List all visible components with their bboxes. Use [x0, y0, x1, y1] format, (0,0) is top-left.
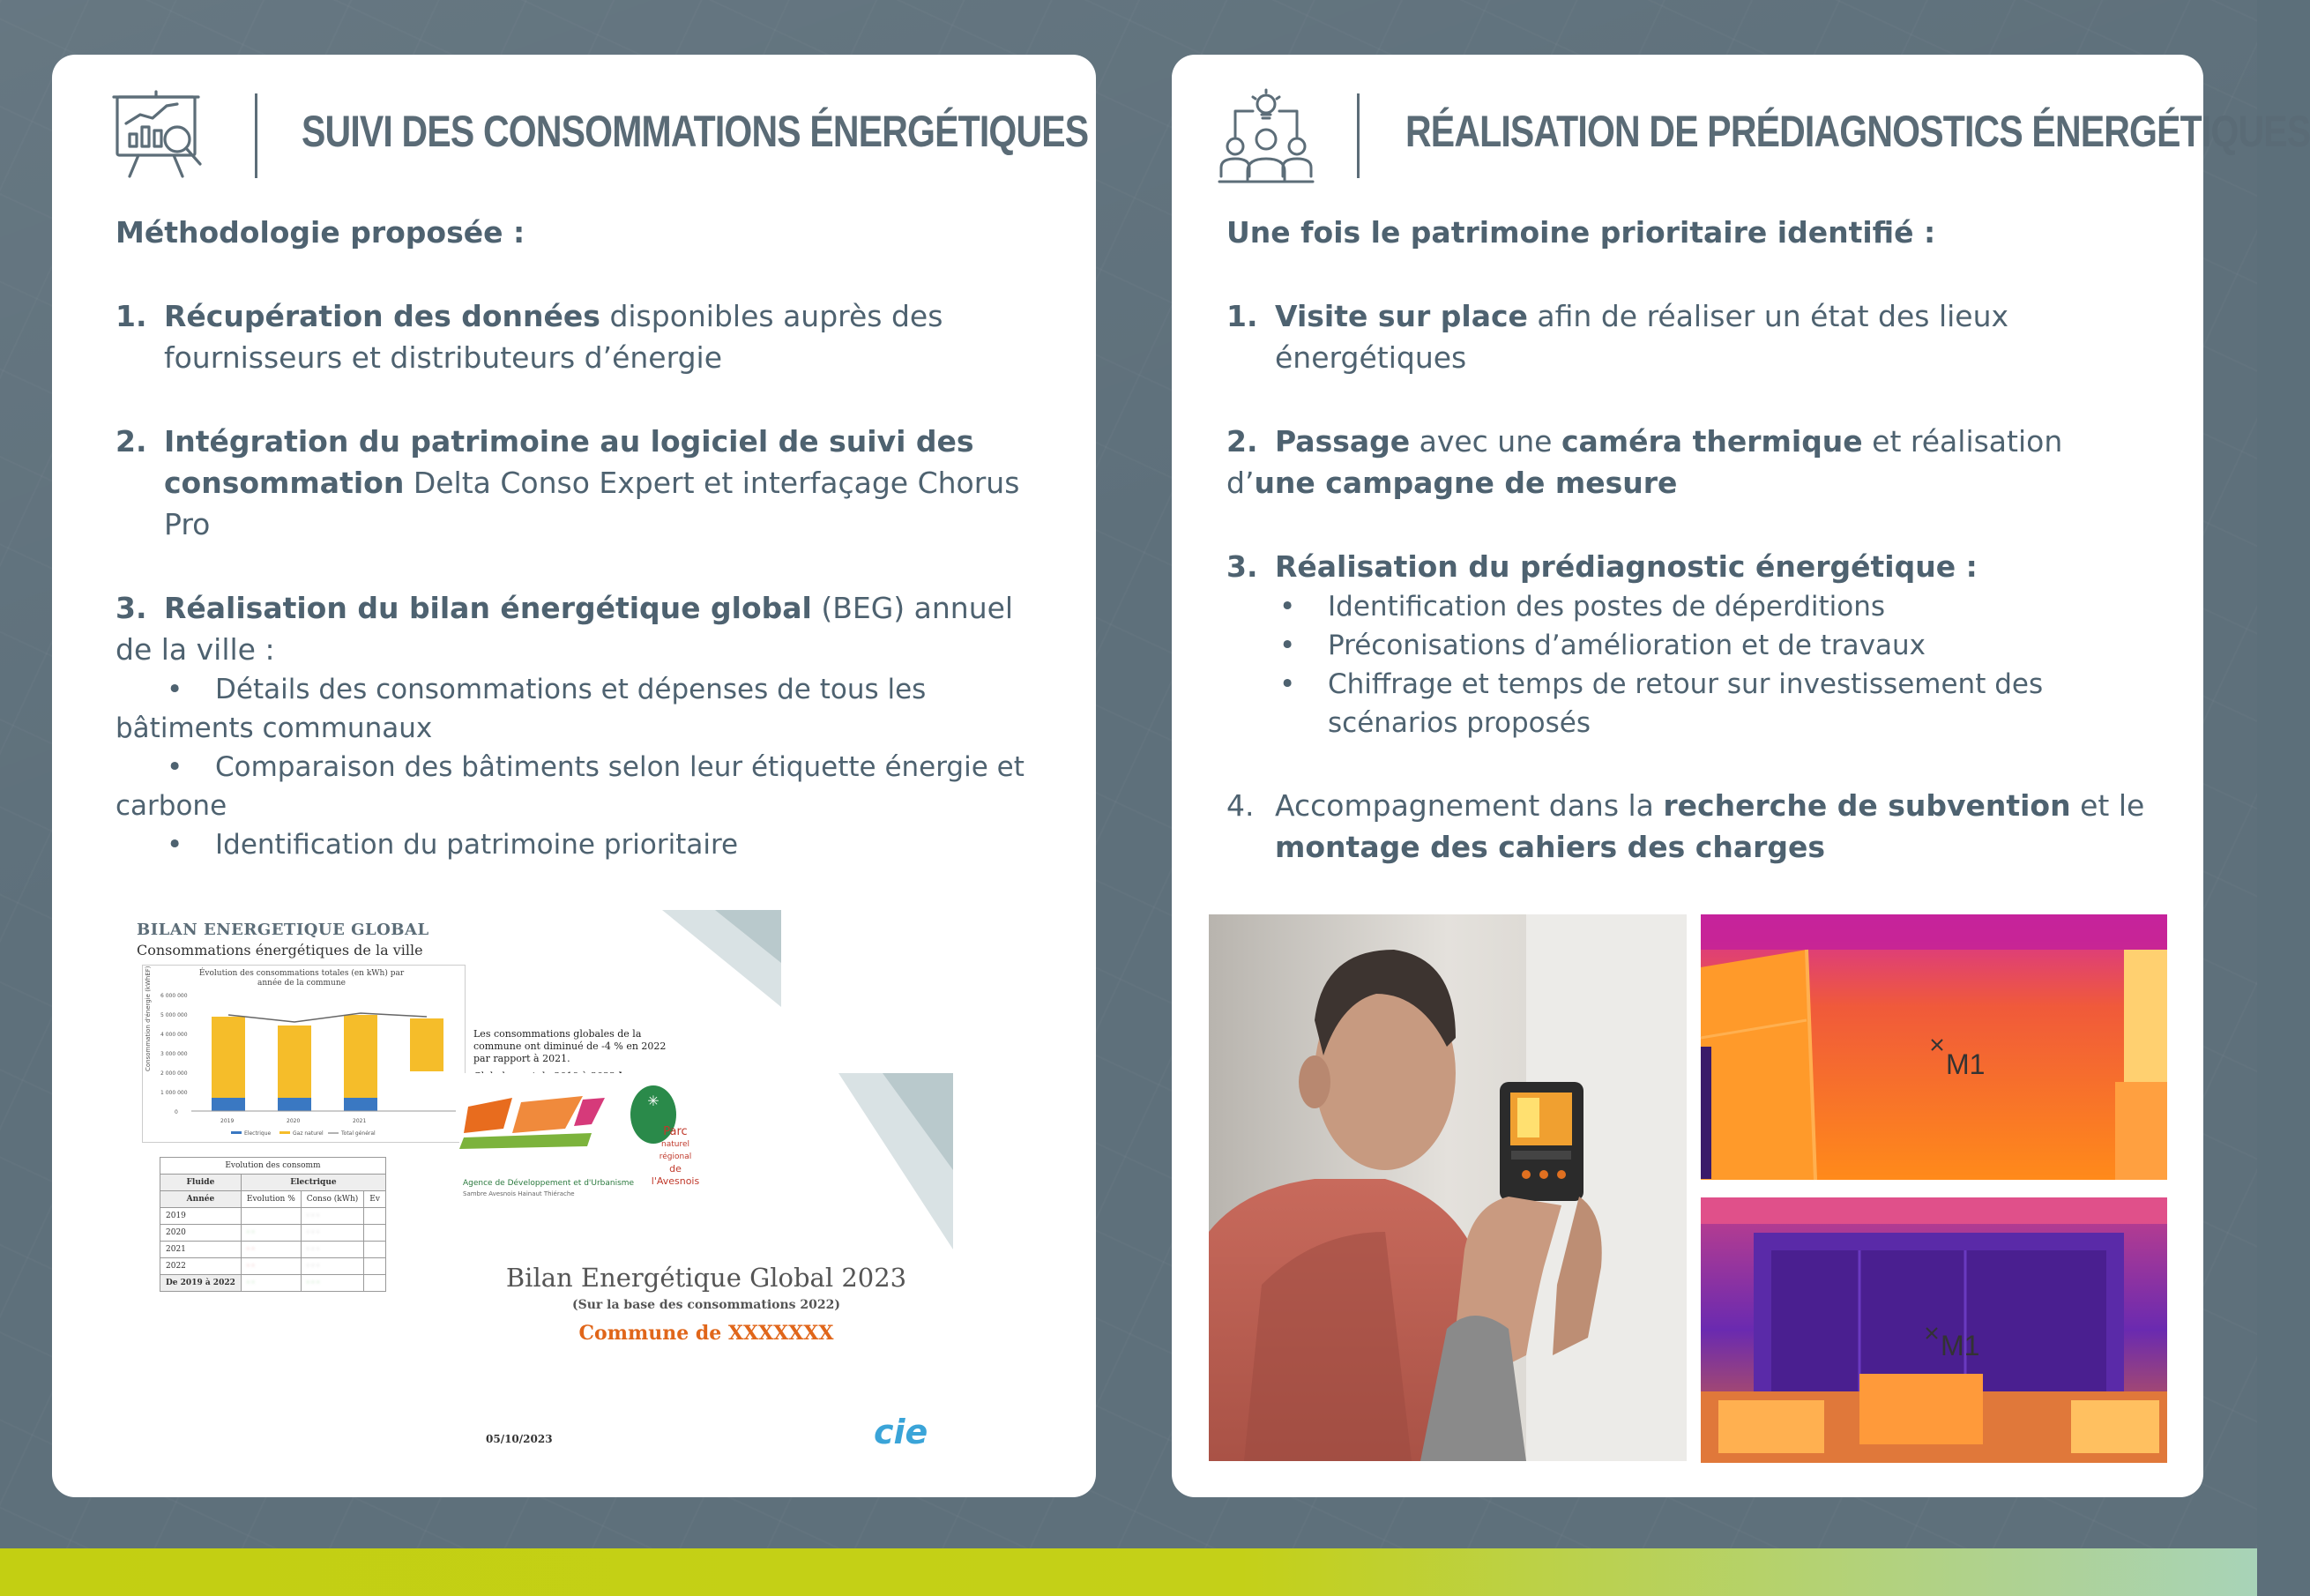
step-item: 4. Accompagnement dans la recherche de subvention et le montage des cahiers des charges [1226, 785, 2159, 868]
step-number: 1. [116, 299, 147, 333]
ytick: 2 000 000 [160, 1070, 188, 1077]
ytick: 3 000 000 [160, 1051, 188, 1057]
thermal-image-bottom [1701, 1197, 2167, 1463]
corner-decoration [662, 910, 781, 1007]
bar-2020 [278, 1025, 311, 1111]
prediagnostic-intro: Une fois le patrimoine prioritaire identifié : [1226, 215, 1936, 250]
step-number: 4. [1226, 788, 1255, 823]
step-bold: Intégration du patrimoine au logiciel de suivi des consommation [164, 424, 974, 500]
cover-commune: Commune de XXXXXXX [578, 1322, 834, 1345]
bullet-list [116, 670, 1052, 864]
legend-entry: Gaz naturel [293, 1130, 324, 1137]
cover-date: 05/10/2023 [486, 1433, 553, 1445]
bullet-item: • Comparaison des bâtiments selon leur étiquette énergie et carbone [116, 751, 1025, 822]
step-number: 2. [1226, 424, 1258, 459]
ytick: 5 000 000 [160, 1012, 188, 1018]
svg-text:✳: ✳ [647, 1093, 659, 1109]
corner-decoration [838, 1073, 953, 1249]
agency-name: Agence de Développement et d'Urbanisme [463, 1179, 635, 1188]
step-item [1226, 295, 2159, 378]
consumption-chart [142, 965, 466, 1143]
step-number: 2. [116, 424, 147, 459]
step-number: 3. [116, 591, 147, 625]
ytick: 1 000 000 [160, 1090, 188, 1096]
right-panel [1172, 55, 2310, 1497]
total-line [228, 1013, 427, 1022]
bar-2022 [410, 1018, 443, 1071]
document-mockup [133, 910, 1103, 1474]
agency-tagline: Sambre Avesnois Hainaut Thiérache [463, 1190, 575, 1197]
header-divider [255, 93, 257, 178]
legend-entry: Total général [341, 1130, 376, 1137]
bullet-item: • Chiffrage et temps de retour sur investissement des scénarios proposés [1279, 668, 2044, 739]
step-item: 2. Passage avec une caméra thermique et réalisation d’une campagne de mesure [1226, 421, 2159, 503]
methodology-intro: Méthodologie proposée : [116, 215, 525, 250]
step-item [1226, 546, 2159, 742]
ytick: 4 000 000 [160, 1032, 188, 1038]
prediagnostic-steps [1226, 295, 2159, 868]
step-bold: Réalisation du prédiagnostic énergétique : [1275, 549, 1978, 584]
bullet-item: • Identification du patrimoine prioritaire [167, 829, 739, 861]
step-text: afin de réaliser un état des lieux énergétiques [1275, 299, 2009, 375]
ytick: 6 000 000 [160, 993, 188, 999]
bullet-item: • Préconisations d’amélioration et de travaux [1279, 630, 1926, 661]
cover-subtitle: (Sur la base des consommations 2022) [571, 1298, 840, 1312]
cover-title: Bilan Energétique Global 2023 [505, 1263, 907, 1293]
panel-title: SUIVI DES CONSOMMATIONS ÉNERGÉTIQUES [302, 107, 1089, 156]
report-paragraph: Les consommations globales de la commune ont diminué de -4 % en 2022 par rapport à 2021. [473, 1028, 667, 1064]
left-panel [52, 55, 1096, 1497]
thermal-camera-photo [1209, 914, 1687, 1461]
measure-point-label: M1 [1941, 1330, 1980, 1361]
bilan-cover-page [459, 1073, 953, 1461]
step-number: 3. [1226, 549, 1258, 584]
step-text: (BEG) annuel de la ville : [116, 591, 1014, 667]
methodology-steps [116, 295, 1052, 864]
evolution-table: Evolution des consomm Fluide Electrique Année Evolution % Conso (kWh) Ev 2019 · · · 2020 · · · · · 2021 · · · · · 2022 · · · · · De 2019 à 2022 · · · · · [160, 1157, 386, 1292]
bullet-item: • Détails des consommations et dépenses de tous les bâtiments communaux [116, 674, 927, 744]
bar-2021 [344, 1015, 377, 1111]
xtick: 2019 [220, 1118, 235, 1124]
team-lightbulb-icon [1218, 88, 1315, 185]
measure-point-label: M1 [1946, 1048, 1986, 1080]
bullet-list [1279, 587, 2159, 742]
chart-ylabel: Consommation d'énergie (kWhEF) [145, 966, 152, 1071]
step-item [116, 421, 1052, 545]
legend-entry: Electrique [244, 1130, 272, 1137]
bullet-item: • Identification des postes de déperditions [1279, 591, 1886, 623]
step-number: 1. [1226, 299, 1258, 333]
report-heading: BILAN ENERGETIQUE GLOBAL [137, 921, 429, 939]
step-bold: Récupération des données [164, 299, 600, 333]
right-content [1226, 212, 2159, 910]
xtick: 2020 [287, 1118, 301, 1124]
step-bold: Visite sur place [1275, 299, 1528, 333]
step-item [116, 295, 1052, 378]
cie-logo: cie [874, 1413, 928, 1451]
header-divider [1357, 93, 1360, 178]
bar-2019 [212, 1017, 245, 1111]
xtick: 2021 [353, 1118, 367, 1124]
parc-label: Parc naturel régional de l'Avesnois [651, 1125, 700, 1187]
presentation-chart-magnifier-icon [112, 88, 209, 185]
step-text: Delta Conso Expert et interfaçage Chorus Pro [164, 466, 1020, 541]
chart-title: Évolution des consommations totales (en kWh) par année de la commune [198, 969, 405, 988]
panel-title: RÉALISATION DE PRÉDIAGNOSTICS ÉNERGÉTIQUES [1405, 107, 2310, 156]
bottom-accent-bar [0, 1548, 2257, 1596]
report-subheading: Consommations énergétiques de la ville [137, 942, 423, 958]
step-bold: Réalisation du bilan énergétique global [164, 591, 812, 625]
left-content [116, 212, 1052, 906]
agency-logo [459, 1089, 618, 1177]
step-text: disponibles auprès des fournisseurs et distributeurs d’énergie [164, 299, 943, 375]
thermal-image-top [1701, 914, 2167, 1180]
ytick: 0 [175, 1109, 178, 1115]
step-item [116, 587, 1052, 864]
